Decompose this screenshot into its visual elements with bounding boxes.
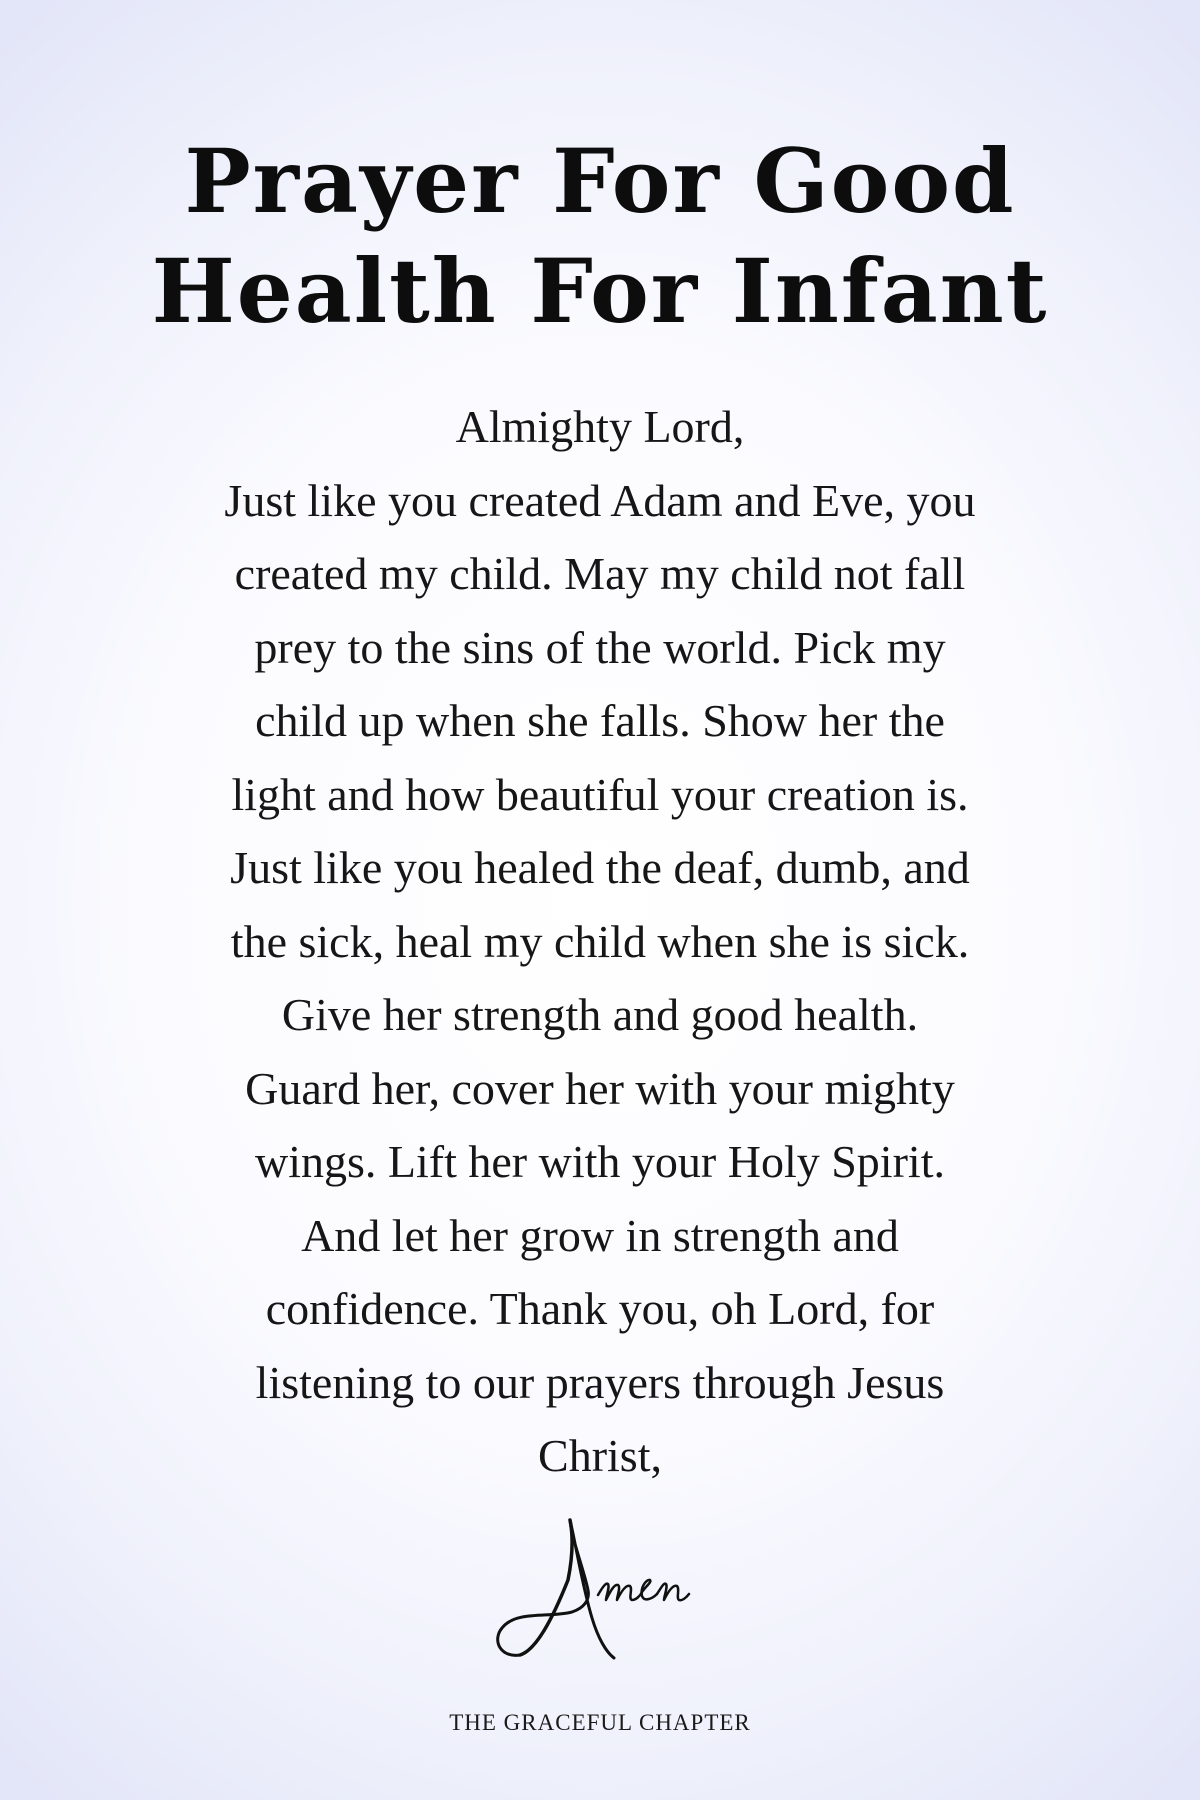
prayer-line: And let her grow in strength and: [301, 1209, 899, 1261]
prayer-line: created my child. May my child not fall: [234, 548, 966, 599]
prayer-line: Christ,: [538, 1430, 662, 1481]
prayer-line: Guard her, cover her with your mighty: [245, 1062, 955, 1114]
prayer-line: light and how beautiful your creation is.: [231, 768, 969, 820]
prayer-line: Just like you healed the deaf, dumb, and: [230, 842, 970, 893]
prayer-text: [100, 390, 1100, 1493]
prayer-line: confidence. Thank you, oh Lord, for: [265, 1283, 935, 1334]
amen-signature: [480, 1500, 720, 1680]
prayer-line: prey to the sins of the world. Pick my: [254, 621, 946, 673]
title-line-2: Health For Infant: [151, 239, 1049, 343]
page-title: [0, 126, 1200, 346]
prayer-line: Just like you created Adam and Eve, you: [224, 474, 976, 526]
brand-footer: THE GRACEFUL CHAPTER: [449, 1710, 751, 1735]
prayer-line: Almighty Lord,: [455, 401, 745, 452]
prayer-line: the sick, heal my child when she is sick.: [230, 915, 970, 967]
prayer-line: wings. Lift her with your Holy Spirit.: [255, 1136, 945, 1187]
title-line-1: Prayer For Good: [184, 129, 1016, 233]
prayer-line: Give her strength and good health.: [281, 989, 919, 1040]
prayer-line: child up when she falls. Show her the: [255, 695, 945, 746]
prayer-line: listening to our prayers through Jesus: [255, 1356, 945, 1408]
